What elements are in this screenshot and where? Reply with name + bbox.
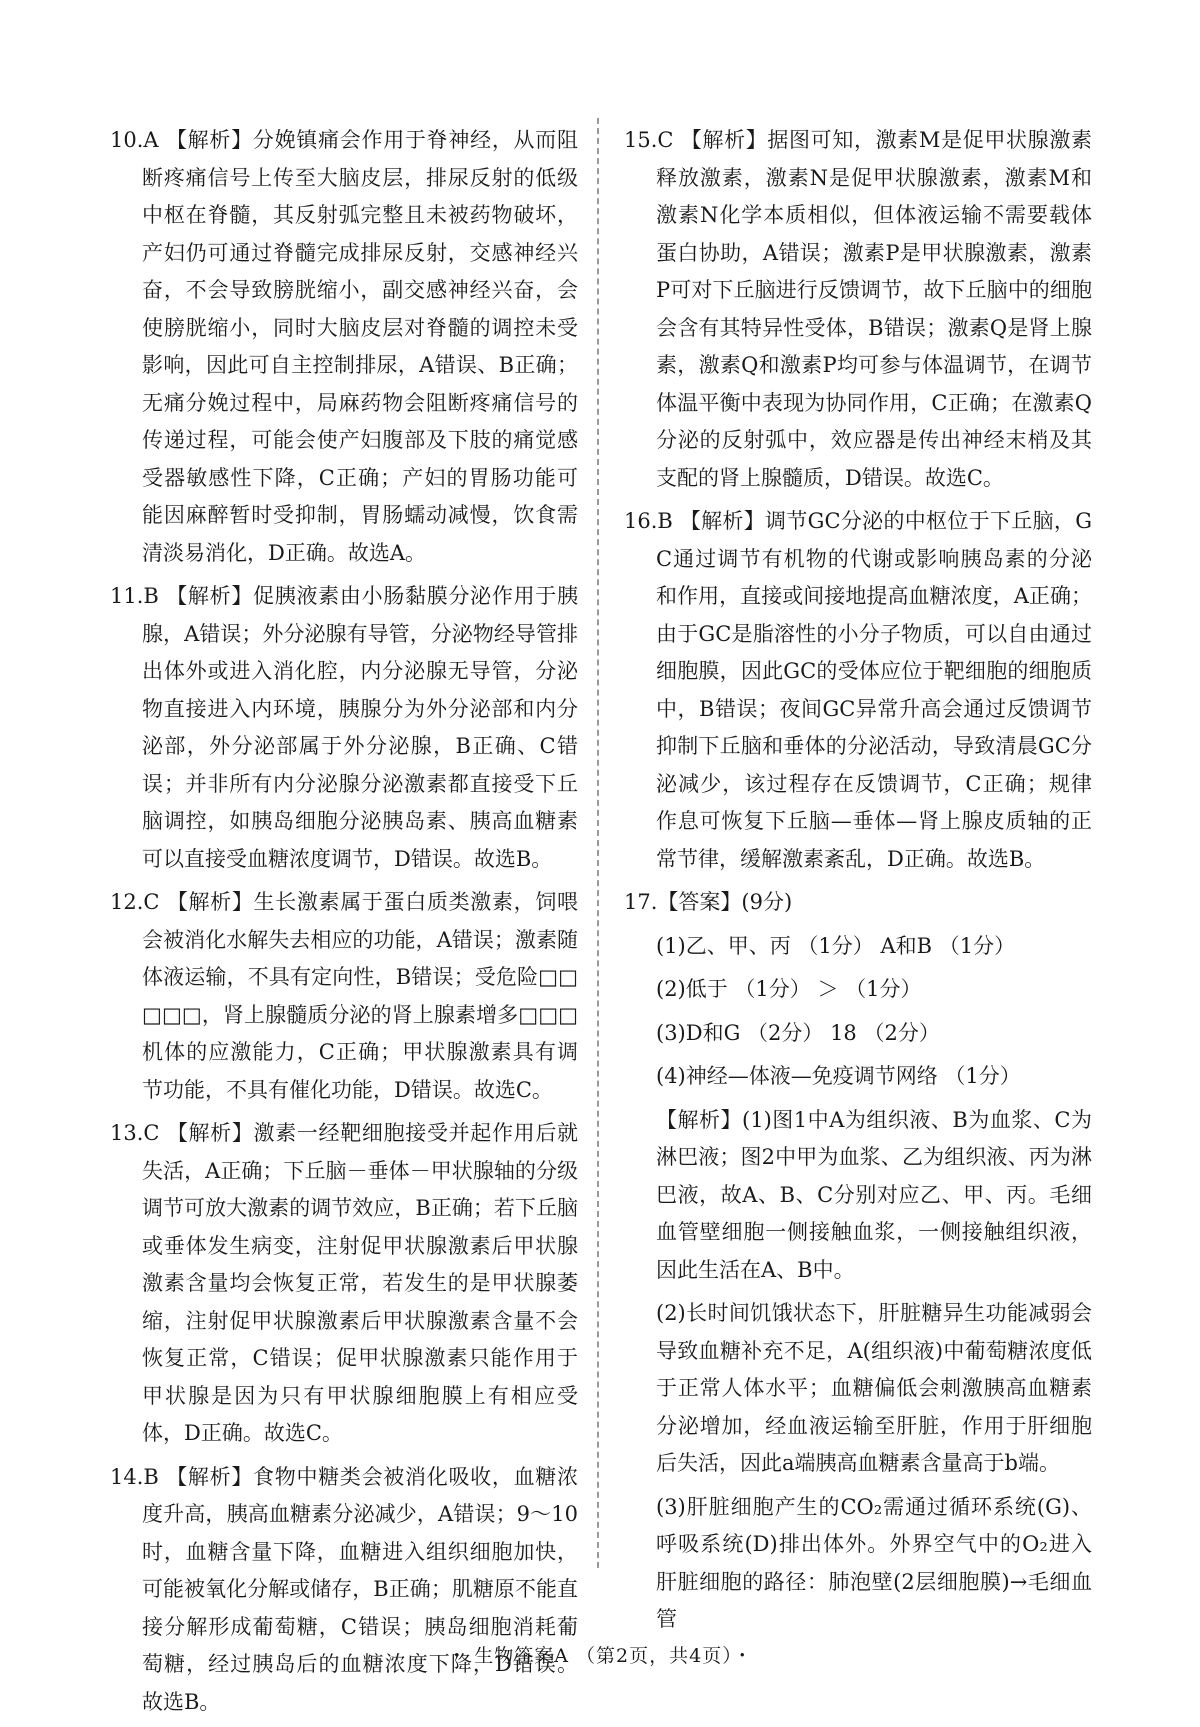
answer-q10: 10.A 【解析】分娩镇痛会作用于脊神经，从而阻断疼痛信号上传至大脑皮层，排尿反射的低级中枢在脊髓，其反射弧完整且未被药物破坏，产妇仍可通过脊髓完成排尿反射，交感神经兴奋，不会导致膀胱缩小，副交感神经兴奋，会使膀胱缩小，同时大脑皮层对脊髓的调控未受影响，因此可自主控制排尿，A错误、B正确；无痛分娩过程中，局麻药物会阻断疼痛信号的传递过程，可能会使产妇腹部及下肢的痛觉感受器敏感性下降，C正确；产妇的胃肠功能可能因麻醉暂时受抑制，胃肠蠕动减慢，饮食需清淡易消化，D正确。故选A。: [110, 128, 578, 565]
answer-q16: 16.B 【解析】调节GC分泌的中枢位于下丘脑，GC通过调节有机物的代谢或影响胰岛素的分泌和作用，直接或间接地提高血糖浓度，A正确；由于GC是脂溶性的小分子物质，可以自由通过细胞膜，因此GC的受体应位于靶细胞的细胞质中，B错误；夜间GC异常升高会通过反馈调节抑制下丘脑和垂体的分泌活动，导致清晨GC分泌减少，该过程存在反馈调节，C正确；规律作息可恢复下丘脑—垂体—肾上腺皮质轴的正常节律，缓解激素紊乱，D正确。故选B。: [624, 509, 1092, 871]
answer-q17-part3: (3)D和G （2分） 18 （2分）: [656, 1020, 940, 1045]
explanation-q17-part2: (2)长时间饥饿状态下，肝脏糖异生功能减弱会导致血糖补充不足，A(组织液)中葡萄糖浓度低于正常人体水平；血糖偏低会刺激胰高血糖素分泌增加，经血液运输至肝脏，作用于肝细胞后失活，因此a端胰高血糖素含量高于b端。: [656, 1301, 1092, 1475]
answer-q15: 15.C 【解析】据图可知，激素M是促甲状腺激素释放激素，激素N是促甲状腺激素，激素M和激素N化学本质相似，但体液运输不需要载体蛋白协助，A错误；激素P是甲状腺激素，激素P可对下丘脑进行反馈调节，故下丘脑中的细胞会含有其特异性受体，B错误；激素Q是肾上腺素，激素Q和激素P均可参与体温调节，在调节体温平衡中表现为协同作用，C正确；在激素Q分泌的反射弧中，效应器是传出神经末梢及其支配的肾上腺髓质，D错误。故选C。: [624, 128, 1092, 490]
left-column: [110, 122, 578, 1727]
page-footer: ・ 生物答案A （第2页，共4页）・: [447, 1645, 753, 1667]
answer-q14: 14.B 【解析】食物中糖类会被消化吸收，血糖浓度升高，胰高血糖素分泌减少，A错误；9～10时，血糖含量下降，血糖进入组织细胞加快，可能被氧化分解或储存，B正确；肌糖原不能直接分解形成葡萄糖，C错误；胰岛细胞消耗葡萄糖，经过胰岛后的血糖浓度下降，D错误。故选B。: [110, 1464, 578, 1714]
right-column: [624, 122, 1092, 1645]
explanation-q17-part3: (3)肝脏细胞产生的CO₂需通过循环系统(G)、呼吸系统(D)排出体外。外界空气中的O₂进入肝脏细胞的路径：肺泡壁(2层细胞膜)→毛细血管: [656, 1494, 1092, 1631]
column-divider: [597, 118, 599, 1568]
explanation-q17-part1: 【解析】(1)图1中A为组织液、B为血浆、C为淋巴液；图2中甲为血浆、乙为组织液、丙为淋巴液，故A、B、C分别对应乙、甲、丙。毛细血管壁细胞一侧接触血浆，一侧接触组织液，因此生活在A、B中。: [656, 1107, 1092, 1282]
answer-q17-part2: (2)低于 （1分） ＞ （1分）: [656, 977, 922, 1001]
answer-q12: 12.C 【解析】生长激素属于蛋白质类激素，饲喂会被消化水解失去相应的功能，A错误；激素随体液运输，不具有定向性，B错误；受危险□□□□□，肾上腺髓质分泌的肾上腺素增多□□□机体的应激能力，C正确；甲状腺激素具有调节功能，不具有催化功能，D错误。故选C。: [110, 890, 578, 1102]
answer-q17-part1: (1)乙、甲、丙 （1分） A和B （1分）: [656, 933, 1016, 958]
answer-q17-heading: 17.【答案】(9分): [624, 890, 793, 914]
answer-q17-part4: (4)神经—体液—免疫调节网络 （1分）: [656, 1064, 1021, 1088]
answer-q11: 11.B 【解析】促胰液素由小肠黏膜分泌作用于胰腺，A错误；外分泌腺有导管，分泌物经导管排出体外或进入消化腔，内分泌腺无导管，分泌物直接进入内环境，胰腺分为外分泌部和内分泌部，外分泌部属于外分泌腺，B正确、C错误；并非所有内分泌腺分泌激素都直接受下丘脑调控，如胰岛细胞分泌胰岛素、胰高血糖素可以直接受血糖浓度调节，D错误。故选B。: [110, 584, 578, 871]
answer-q13: 13.C 【解析】激素一经靶细胞接受并起作用后就失活，A正确；下丘脑－垂体－甲状腺轴的分级调节可放大激素的调节效应，B正确；若下丘脑或垂体发生病变，注射促甲状腺激素后甲状腺激素含量均会恢复正常，若发生的是甲状腺萎缩，注射促甲状腺激素后甲状腺激素含量不会恢复正常，C错误；促甲状腺激素只能作用于甲状腺是因为只有甲状腺细胞膜上有相应受体，D正确。故选C。: [110, 1121, 578, 1445]
